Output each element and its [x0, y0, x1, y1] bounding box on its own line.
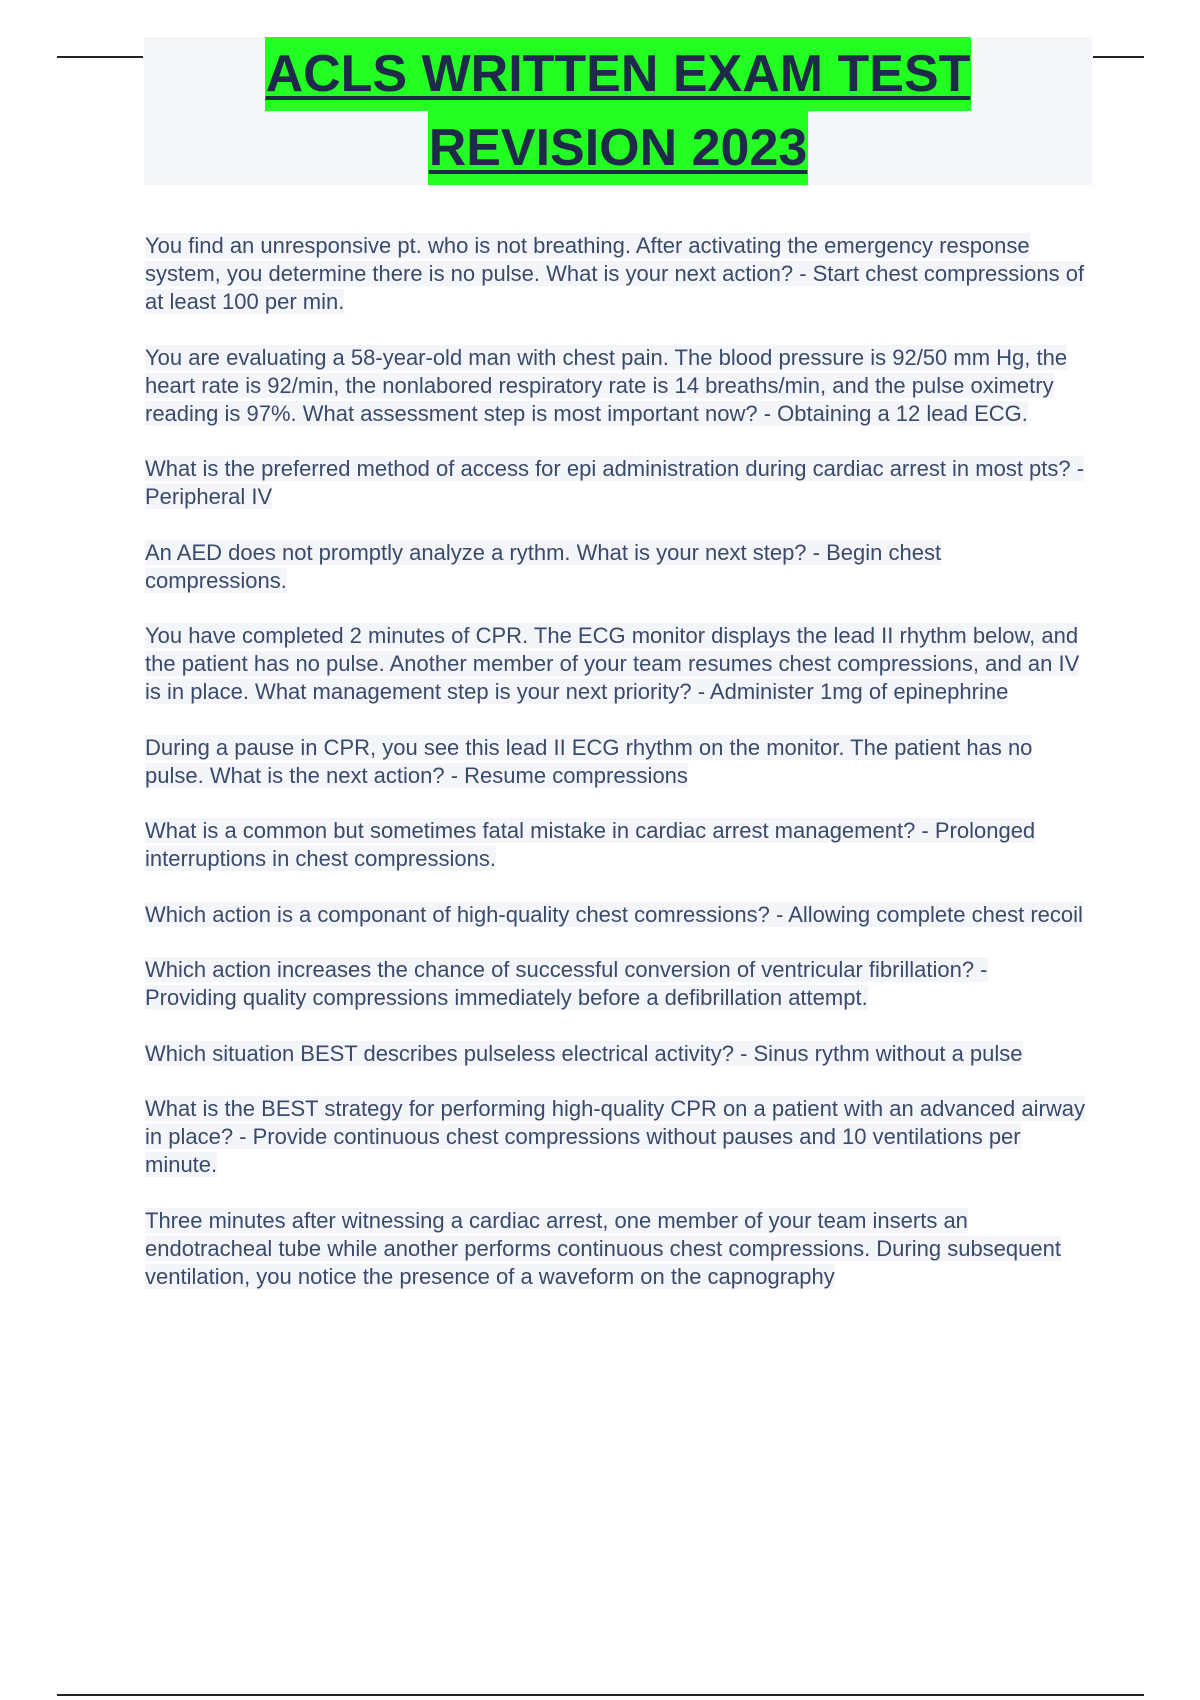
qa-item — [145, 1040, 1085, 1068]
qa-item-text: Which action is a componant of high-quality chest comressions? - Allowing complete chest recoil — [145, 901, 1083, 927]
qa-item — [145, 956, 1085, 1012]
qa-item-text: You have completed 2 minutes of CPR. The ECG monitor displays the lead II rhythm below, and the patient has no pulse. Another member of your team resumes chest compressions, and an IV is in place. What management step is your next priority? - Administer 1mg of epinephrine — [145, 623, 1080, 704]
qa-item-text: Which situation BEST describes pulseless electrical activity? - Sinus rythm without a pulse — [145, 1040, 1023, 1066]
qa-item — [145, 817, 1085, 873]
qa-item — [145, 622, 1085, 706]
bottom-rule — [57, 1694, 1144, 1696]
qa-item-text: You find an unresponsive pt. who is not breathing. After activating the emergency response system, you determine there is no pulse. What is your next action? - Start chest compressions of at least 100 per min. — [145, 233, 1085, 314]
qa-item — [145, 1207, 1085, 1291]
qa-item-text: During a pause in CPR, you see this lead II ECG rhythm on the monitor. The patient has no pulse. What is the next action? - Resume compressions — [145, 734, 1033, 788]
title-line-2: REVISION 2023 — [428, 111, 809, 185]
qa-item-text: Three minutes after witnessing a cardiac arrest, one member of your team inserts an endotracheal tube while another performs continuous chest compressions. During subsequent ventilation, you notice the presence of a waveform on the capnography — [145, 1207, 1061, 1289]
document-title — [144, 37, 1092, 185]
top-rule-right — [1093, 56, 1144, 58]
top-rule-left — [57, 56, 143, 58]
qa-item — [145, 455, 1085, 511]
qa-item-text: You are evaluating a 58-year-old man with chest pain. The blood pressure is 92/50 mm Hg, the heart rate is 92/min, the nonlabored respiratory rate is 14 breaths/min, and the pulse oximetry reading is 97%. What assessment step is most important now? - Obtaining a 12 lead ECG. — [145, 344, 1068, 426]
qa-item — [145, 539, 1085, 595]
qa-item — [145, 901, 1085, 929]
title-banner — [144, 37, 1092, 185]
qa-item-text: An AED does not promptly analyze a rythm. What is your next step? - Begin chest compressions. — [145, 539, 942, 593]
qa-item — [145, 232, 1085, 316]
qa-item-text: What is the BEST strategy for performing high-quality CPR on a patient with an advanced airway in place? - Provide continuous chest compressions without pauses and 10 ventilations per minute. — [145, 1096, 1085, 1177]
question-answer-list — [145, 232, 1085, 1318]
qa-item-text: What is the preferred method of access for epi administration during cardiac arrest in most pts? - Peripheral IV — [145, 456, 1085, 509]
qa-item — [145, 1095, 1085, 1179]
qa-item-text: Which action increases the chance of successful conversion of ventricular fibrillation? - Providing quality compressions immediately before a defibrillation attempt. — [145, 957, 988, 1010]
qa-item-text: What is a common but sometimes fatal mistake in cardiac arrest management? - Prolonged interruptions in chest compressions. — [145, 818, 1036, 871]
qa-item — [145, 734, 1085, 790]
qa-item — [145, 344, 1085, 428]
title-line-1: ACLS WRITTEN EXAM TEST — [265, 37, 972, 111]
